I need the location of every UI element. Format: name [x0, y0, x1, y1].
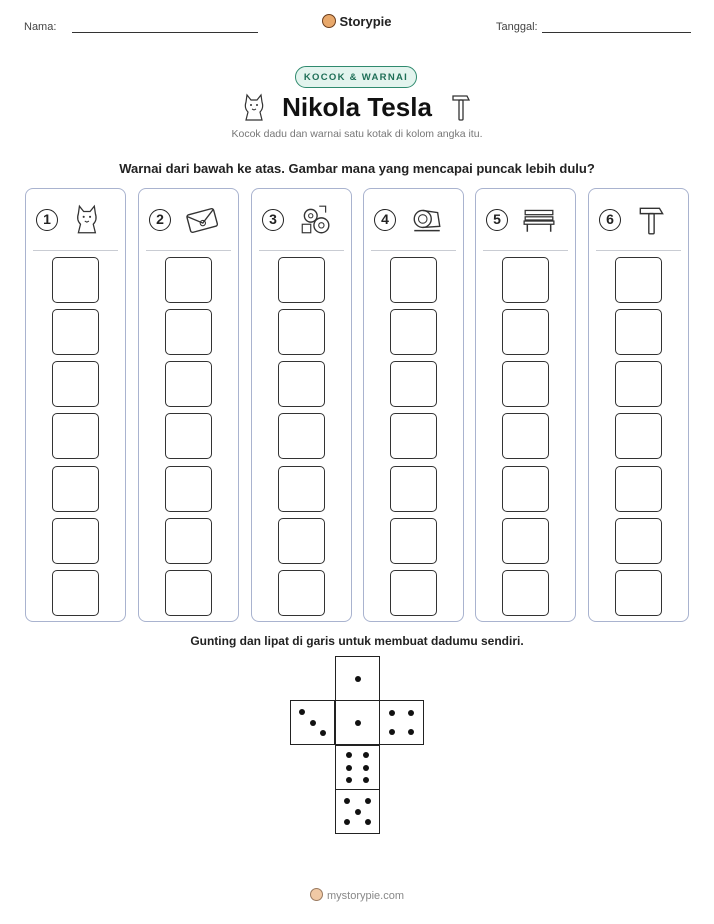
color-box[interactable]: [615, 518, 662, 564]
color-box[interactable]: [52, 361, 99, 407]
hammer-icon: [635, 203, 669, 237]
color-box[interactable]: [52, 570, 99, 616]
color-box[interactable]: [52, 518, 99, 564]
color-box[interactable]: [165, 466, 212, 512]
cut-instruction: Gunting dan lipat di garis untuk membuat dadumu sendiri.: [190, 634, 524, 648]
color-box[interactable]: [615, 570, 662, 616]
color-box[interactable]: [502, 309, 549, 355]
color-box[interactable]: [165, 257, 212, 303]
subtitle: Kocok dadu dan warnai satu kotak di kolom angka itu.: [231, 128, 483, 140]
dice-pip: [346, 765, 352, 771]
color-box[interactable]: [615, 309, 662, 355]
color-box[interactable]: [502, 361, 549, 407]
color-box[interactable]: [502, 413, 549, 459]
dice-pip: [355, 676, 361, 682]
color-box[interactable]: [390, 309, 437, 355]
dice-pip: [389, 710, 395, 716]
dice-pip: [365, 819, 371, 825]
color-box[interactable]: [390, 257, 437, 303]
column-divider: [596, 250, 681, 251]
dice-pip: [346, 752, 352, 758]
dice-pip: [408, 729, 414, 735]
color-box[interactable]: [52, 257, 99, 303]
dice-pip: [355, 720, 361, 726]
color-box[interactable]: [165, 309, 212, 355]
column-number: 6: [599, 209, 621, 231]
dice-pip: [344, 819, 350, 825]
column-3: [251, 188, 352, 622]
instruction: Warnai dari bawah ke atas. Gambar mana yang mencapai puncak lebih dulu?: [119, 161, 595, 176]
dice-pip: [389, 729, 395, 735]
color-box[interactable]: [390, 466, 437, 512]
color-box[interactable]: [615, 466, 662, 512]
color-box[interactable]: [390, 518, 437, 564]
color-box[interactable]: [615, 361, 662, 407]
hammer-icon: [450, 92, 472, 122]
date-label: Tanggal:: [496, 21, 538, 33]
color-box[interactable]: [165, 413, 212, 459]
storypie-logo-icon: [322, 14, 336, 28]
column-number: 3: [262, 209, 284, 231]
brand: [0, 14, 714, 29]
column-4: [363, 188, 464, 622]
color-box[interactable]: [165, 361, 212, 407]
storypie-logo-icon: [310, 888, 323, 901]
color-box[interactable]: [502, 570, 549, 616]
color-box[interactable]: [278, 309, 325, 355]
column-number: 1: [36, 209, 58, 231]
column-divider: [33, 250, 118, 251]
color-box[interactable]: [502, 518, 549, 564]
footer-url: mystorypie.com: [326, 890, 405, 902]
color-box[interactable]: [390, 570, 437, 616]
dice-pip: [310, 720, 316, 726]
color-box[interactable]: [165, 570, 212, 616]
electric-motor-icon: [410, 203, 444, 237]
column-divider: [371, 250, 456, 251]
color-box[interactable]: [278, 257, 325, 303]
gears-machine-icon: [298, 203, 332, 237]
name-line[interactable]: [72, 32, 258, 33]
color-box[interactable]: [278, 361, 325, 407]
color-box[interactable]: [390, 361, 437, 407]
column-1: [25, 188, 126, 622]
column-6: [588, 188, 689, 622]
dice-pip: [344, 798, 350, 804]
color-box[interactable]: [390, 413, 437, 459]
name-label: Nama:: [24, 21, 57, 33]
dice-pip: [363, 765, 369, 771]
dice-pip: [365, 798, 371, 804]
dice-face: [290, 700, 335, 745]
dice-pip: [408, 710, 414, 716]
column-divider: [483, 250, 568, 251]
color-box[interactable]: [502, 466, 549, 512]
dice-pip: [320, 730, 326, 736]
column-number: 5: [486, 209, 508, 231]
color-box[interactable]: [502, 257, 549, 303]
dice-face: [379, 700, 424, 745]
color-box[interactable]: [52, 413, 99, 459]
color-box[interactable]: [615, 413, 662, 459]
dice-face: [335, 656, 380, 701]
dice-pip: [363, 777, 369, 783]
color-box[interactable]: [278, 570, 325, 616]
column-2: [138, 188, 239, 622]
color-box[interactable]: [52, 466, 99, 512]
activity-badge: KOCOK & WARNAI: [295, 66, 417, 88]
column-divider: [146, 250, 231, 251]
column-divider: [259, 250, 344, 251]
color-box[interactable]: [278, 413, 325, 459]
brand-name: Storypie: [339, 14, 392, 29]
color-box[interactable]: [278, 518, 325, 564]
color-box[interactable]: [52, 309, 99, 355]
page-title: Nikola Tesla: [282, 92, 432, 122]
footer: [0, 888, 714, 902]
dice-face: [335, 700, 380, 745]
color-box[interactable]: [615, 257, 662, 303]
dice-pip: [346, 777, 352, 783]
dice-face: [335, 789, 380, 834]
dice-pip: [299, 709, 305, 715]
column-5: [475, 188, 576, 622]
dice-pip: [355, 809, 361, 815]
column-number: 2: [149, 209, 171, 231]
bench-icon: [522, 203, 556, 237]
dice-face: [335, 745, 380, 790]
envelope-icon: [185, 203, 219, 237]
color-box[interactable]: [278, 466, 325, 512]
color-box[interactable]: [165, 518, 212, 564]
dice-pip: [363, 752, 369, 758]
cat-icon: [72, 203, 106, 237]
column-number: 4: [374, 209, 396, 231]
date-line[interactable]: [542, 32, 691, 33]
